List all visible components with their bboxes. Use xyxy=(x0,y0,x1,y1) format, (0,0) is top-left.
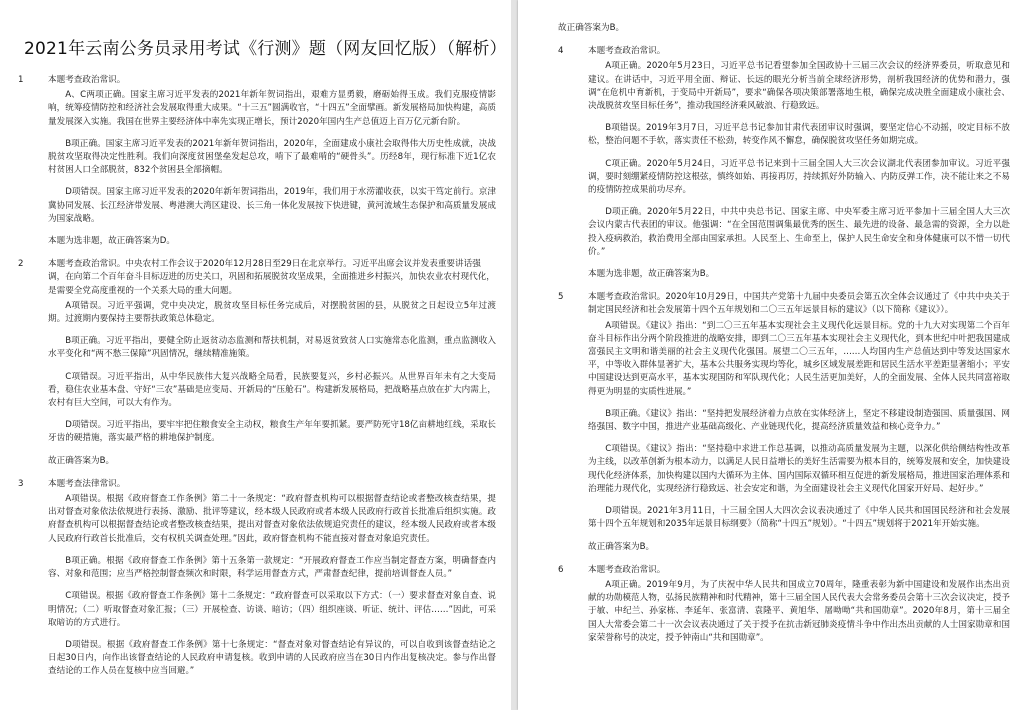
document-page-left xyxy=(0,0,511,710)
option-explanation: A、C两项正确。国家主席习近平发表的2021年新年贺词指出，艰难方显勇毅，磨砺始得玉成。我们克服疫情影响，统筹疫情防控和经济社会发展取得重大成果。“十三五”圆满收官，“十四五”全面擘画。新发展格局加快构建，高质量发展深入实施。我国在世界主要经济体中率先实现正增长，预计2020年国内生产总值迈上百万亿元新台阶。 xyxy=(48,90,496,127)
option-explanation: B项错误。2019年3月7日，习近平总书记参加甘肃代表团审议时强调，要坚定信心不动摇，咬定目标不放松，整治问题不手软，落实责任不松劲，转变作风不懈怠，确保脱贫攻坚任务如期完成。 xyxy=(588,123,1010,147)
option-explanation: D项错误。2021年3月11日，十三届全国人大四次会议表决通过了《中华人民共和国国民经济和社会发展第十四个五年规划和2035年远景目标纲要》（简称“十四五”规划）。“十四五”规划将于2021年开始实施。 xyxy=(588,506,1010,530)
option-explanation: B项正确。《建议》指出：“坚持把发展经济着力点放在实体经济上，坚定不移建设制造强国、质量强国、网络强国、数字中国，推进产业基础高级化、产业链现代化，提高经济质量效益和核心竞争力。” xyxy=(588,408,1010,433)
option-explanation: D项错误。根据《政府督查工作条例》第十七条规定：“督查对象对督查结论有异议的，可以自收到该督查结论之日起30日内，向作出该督查结论的人民政府申请复核。收到申请的人民政府应当在30日内作出复核决定。参与作出督查结论的工作人员在复核中应当回避。” xyxy=(48,639,496,677)
option-explanation: D项错误。习近平指出，要牢牢把住粮食安全主动权，粮食生产年年要抓紧。要严防死守18亿亩耕地红线，采取长牙齿的硬措施，落实最严格的耕地保护制度。 xyxy=(48,420,496,444)
question-block xyxy=(558,564,1010,645)
question-header xyxy=(558,291,1010,317)
question-number: 4 xyxy=(558,46,564,57)
question-topic: 本题考查政治常识。 xyxy=(48,75,126,85)
question-header xyxy=(18,478,496,491)
continued-answer-block xyxy=(558,22,1010,35)
question-topic: 本题考查政治常识。 xyxy=(588,564,666,575)
question-block xyxy=(18,478,496,679)
question-block xyxy=(558,45,1010,281)
option-explanation: A项正确。2019年9月，为了庆祝中华人民共和国成立70周年，隆重表彰为新中国建设和发展作出杰出贡献的功勋模范人物，弘扬民族精神和时代精神，第十三届全国人民代表大会常务委员会第十三次会议决定，授予于敏、申纪兰、孙家栋、李延年、张富清、袁隆平、黄旭华、屠呦呦“共和国勋章”。2020年8月，第十三届全国人大常委会第二十一次会议表决通过了关于授予在抗击新冠肺炎疫情斗争中作出杰出贡献的人士国家勋章和国家荣誉称号的决定，授予钟南山“共和国勋章”。 xyxy=(588,579,1010,643)
option-explanation: B项正确。根据《政府督查工作条例》第十五条第一款规定：“开展政府督查工作应当制定督查方案，明确督查内容、对象和范围；应当严格控制督查频次和时限，科学运用督查方式，严肃督查纪律，提前培训督查人员。” xyxy=(48,555,496,580)
question-block xyxy=(18,258,496,468)
question-block xyxy=(18,74,496,248)
page-content xyxy=(18,74,496,689)
option-explanation: B项正确。习近平指出，要健全防止返贫动态监测和帮扶机制，对易返贫致贫人口实施常态化监测，重点监测收入水平变化和“两不愁三保障”巩固情况，继续精准施策。 xyxy=(48,336,496,360)
option-explanation: B项正确。国家主席习近平发表的2021年新年贺词指出，2020年，全面建成小康社会取得伟大历史性成就，决战脱贫攻坚取得决定性胜利。我们向深度贫困堡垒发起总攻，啃下了最难啃的“硬骨头”。历经8年，现行标准下近1亿农村贫困人口全部脱贫，832个贫困县全部摘帽。 xyxy=(48,138,496,176)
question-topic: 本题考查政治常识。2020年10月29日，中国共产党第十九届中央委员会第五次全体会议通过了《中共中央关于制定国民经济和社会发展第十四个五年规划和二〇三五年远景目标的建议》（以下简称《建议》）。 xyxy=(588,292,1010,316)
question-block xyxy=(558,291,1010,553)
option-explanation: C项错误。根据《政府督查工作条例》第十二条规定：“政府督查可以采取以下方式：（一）要求督查对象自查、说明情况；（二）听取督查对象汇报；（三）开展检查、访谈、暗访；（四）组织座谈、听证、统计、评估……”因此，可采取暗访的方式进行。 xyxy=(48,591,496,628)
document-page-right xyxy=(518,0,1024,710)
question-number: 1 xyxy=(18,75,24,85)
question-topic: 本题考查法律常识。 xyxy=(48,478,126,489)
answer-line: 故正确答案为B。 xyxy=(48,455,115,466)
page-content xyxy=(558,20,1010,655)
answer-line: 本题为选非题，故正确答案为D。 xyxy=(48,236,175,247)
question-number: 2 xyxy=(18,259,24,270)
question-number: 3 xyxy=(18,478,24,489)
question-header xyxy=(558,45,1010,58)
option-explanation: D项正确。2020年5月22日，中共中央总书记、国家主席、中央军委主席习近平参加十三届全国人大三次会议内蒙古代表团的审议。他强调：“在全国范围调集最优秀的医生、最先进的设备、最急需的资源，全力以赴投入疫病救治，救治费用全部由国家承担。人民至上、生命至上，保护人民生命安全和身体健康可以不惜一切代价。” xyxy=(588,207,1010,257)
option-explanation: A项错误。根据《政府督查工作条例》第二十一条规定：“政府督查机构可以根据督查结论或者整改核查结果，提出对督查对象依法依规进行表扬、激励、批评等建议，经本级人民政府或者本级人民政府行政首长批准后组织实施。政府督查机构可以根据督查结论或者整改核查结果，提出对督查对象依法依规追究责任的建议，经本级人民政府或者本级人民政府行政首长批准后，交有权机关调查处理。”因此，政府督查机构不能直接对督查对象追究责任。 xyxy=(48,494,496,544)
option-explanation: D项错误。国家主席习近平发表的2020年新年贺词指出，2019年，我们用于水涝灌收获，以实干笃定前行。京津冀协同发展、长江经济带发展、粤港澳大湾区建设、长三角一体化发展按下快进键，黄河流域生态保护和高质量发展成为国家战略。 xyxy=(48,187,496,224)
question-topic: 本题考查政治常识。 xyxy=(588,46,666,57)
option-explanation: C项错误。《建议》指出：“坚持稳中求进工作总基调，以推动高质量发展为主题，以深化供给侧结构性改革为主线，以改革创新为根本动力，以满足人民日益增长的美好生活需要为根本目的，统筹发展和安全，加快建设现代化经济体系，加快构建以国内大循环为主体、国内国际双循环相互促进的新发展格局，推进国家治理体系和治理能力现代化，实现经济行稳致远、社会安定和谐，为全面建设社会主义现代化国家开好局、起好步。” xyxy=(588,444,1010,494)
question-topic: 本题考查政治常识。中央农村工作会议于2020年12月28日至29日在北京举行。习近平出席会议并发表重要讲话强调，在向第二个百年奋斗目标迈进的历史关口，巩固和拓展脱贫攻坚成果，全面推进乡村振兴，加快农业农村现代化，是需要全党高度重视的一个关系大局的重大问题。 xyxy=(48,259,495,296)
option-explanation: A项正确。2020年5月23日，习近平总书记看望参加全国政协十三届三次会议的经济界委员，听取意见和建议。在讲话中，习近平用全面、辩证、长远的眼光分析当前全球经济形势，剖析我国经济的优势和潜力，强调“在危机中育新机，于变局中开新局”，要求“确保各项决策部署落地生根，确保完成决胜全面建成小康社会、决战脱贫攻坚目标任务”，推动我国经济乘风破浪、行稳致远。 xyxy=(588,61,1010,112)
option-explanation: A项错误。《建议》指出：“到二〇三五年基本实现社会主义现代化远景目标。党的十九大对实现第二个百年奋斗目标作出分两个阶段推进的战略安排，即到二〇三五年基本实现社会主义现代化，到本世纪中叶把我国建成富强民主文明和谐美丽的社会主义现代化强国。展望二〇三五年，……人均国内生产总值达到中等发达国家水平，中等收入群体显著扩大，基本公共服务实现均等化，城乡区域发展差距和居民生活水平差距显著缩小；平安中国建设达到更高水平，基本实现国防和军队现代化；人民生活更加美好，人的全面发展、全体人民共同富裕取得更为明显的实质性进展。” xyxy=(588,320,1010,397)
question-header xyxy=(558,564,1010,577)
answer-line: 故正确答案为B。 xyxy=(558,23,625,33)
option-explanation: C项正确。2020年5月24日，习近平总书记来到十三届全国人大三次会议湖北代表团参加审议。习近平强调，要时刻绷紧疫情防控这根弦，慎终如始、再接再厉，持续抓好外防输入、内防反弹工作，决不能让来之不易的疫情防控成果前功尽弃。 xyxy=(588,158,1010,196)
page-gap xyxy=(511,0,518,710)
question-header xyxy=(18,258,496,298)
answer-line: 故正确答案为B。 xyxy=(588,541,655,552)
document-title: 2021年云南公务员录用考试《行测》题（网友回忆版）（解析） xyxy=(24,39,507,59)
question-number: 6 xyxy=(558,564,564,575)
question-number: 5 xyxy=(558,292,564,303)
option-explanation: C项错误。习近平指出，从中华民族伟大复兴战略全局看，民族要复兴，乡村必振兴。从世界百年未有之大变局看，稳住农业基本盘、守好“三农”基础是应变局、开新局的“压舱石”。构建新发展格局，把战略基点放在扩大内需上，农村有巨大空间，可以大有作为。 xyxy=(48,371,496,409)
option-explanation: A项错误。习近平强调，党中央决定，脱贫攻坚目标任务完成后，对摆脱贫困的县，从脱贫之日起设立5年过渡期。过渡期内要保持主要帮扶政策总体稳定。 xyxy=(48,300,496,325)
answer-line: 本题为选非题，故正确答案为B。 xyxy=(588,269,715,280)
question-header xyxy=(18,74,496,87)
